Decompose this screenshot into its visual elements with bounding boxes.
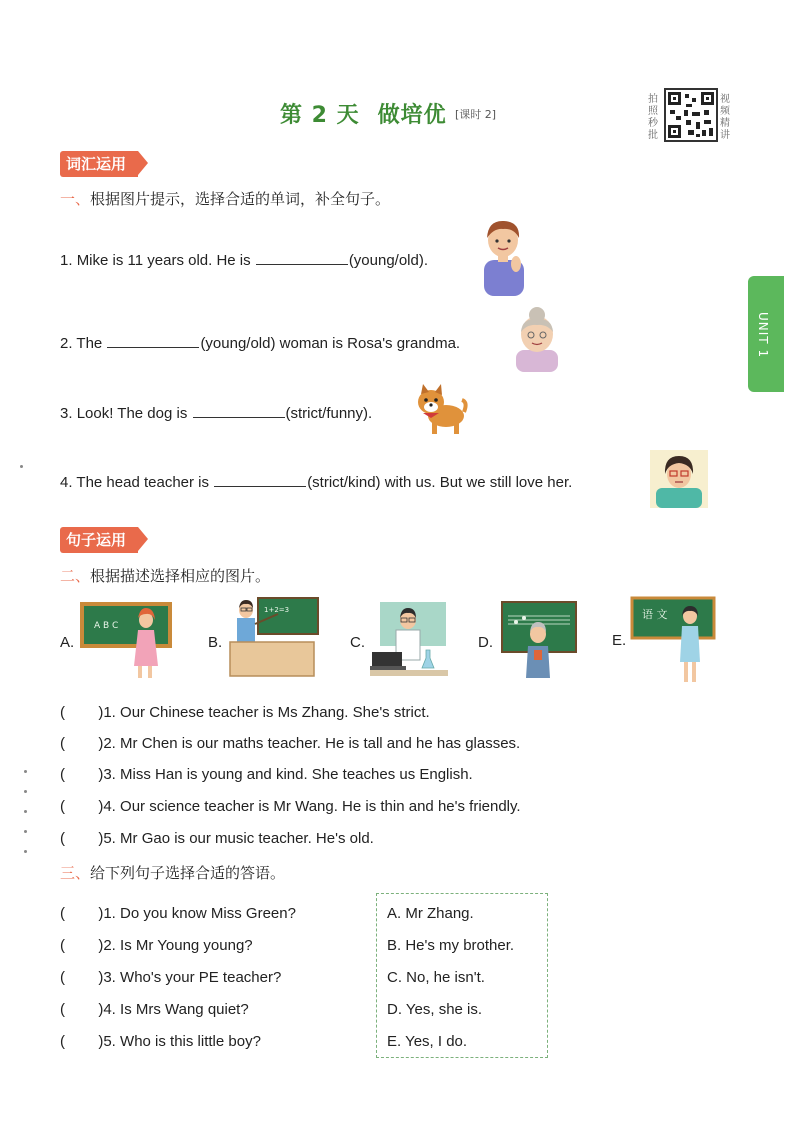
answer-option-c: C. No, he isn't. bbox=[387, 969, 485, 986]
lesson-label: [课时 2] bbox=[455, 108, 497, 121]
board-a-text: A B C bbox=[94, 621, 119, 631]
section1-heading bbox=[60, 188, 390, 209]
answer-option-b: B. He's my brother. bbox=[387, 937, 515, 954]
picture-c-science-teacher bbox=[370, 600, 448, 678]
answer-paren[interactable]: ( bbox=[60, 937, 99, 954]
dog-illustration bbox=[414, 382, 468, 436]
picture-b-maths-teacher bbox=[228, 594, 320, 678]
answer-blank[interactable] bbox=[256, 250, 348, 265]
boy-illustration bbox=[476, 218, 532, 296]
answer-paren[interactable]: ( bbox=[60, 830, 99, 847]
option-e-label: E. bbox=[612, 632, 627, 649]
choice-row-4 bbox=[60, 798, 521, 815]
question-number: )1. bbox=[98, 704, 116, 721]
answer-blank[interactable] bbox=[193, 403, 285, 418]
question-number: )2. bbox=[98, 937, 116, 954]
question-text: Mr Gao is our music teacher. He's old. bbox=[120, 830, 374, 847]
question-number: )4. bbox=[98, 798, 116, 815]
question-number: )5. bbox=[98, 830, 116, 847]
question-text: Mike is 11 years old. He is bbox=[76, 252, 255, 269]
answer-blank[interactable] bbox=[214, 472, 306, 487]
section2-heading bbox=[60, 565, 270, 586]
choice-row-2 bbox=[60, 735, 520, 752]
answer-option-e: E. Yes, I do. bbox=[387, 1033, 468, 1050]
question-text: The bbox=[76, 335, 107, 352]
vocab-question-1 bbox=[60, 250, 428, 269]
answer-paren[interactable]: ( bbox=[60, 735, 99, 752]
question-number: 4. bbox=[60, 474, 73, 491]
qr-left-caption: 拍照秒批 bbox=[648, 94, 658, 141]
unit-tab-label: UNIT 1 bbox=[756, 312, 770, 359]
answer-paren[interactable]: ( bbox=[60, 798, 99, 815]
binding-dot bbox=[20, 465, 23, 468]
picture-e-chinese-teacher bbox=[630, 596, 716, 686]
page-title bbox=[280, 98, 447, 129]
question-number: )2. bbox=[98, 735, 116, 752]
section1-heading-text: 根据图片提示，选择合适的单词，补全句子。 bbox=[90, 190, 391, 208]
option-b-label: B. bbox=[208, 634, 223, 651]
question-number: )3. bbox=[98, 969, 116, 986]
option-a-label: A. bbox=[60, 634, 75, 651]
vocab-question-3 bbox=[60, 403, 372, 422]
section-tag-vocabulary: 词汇运用 bbox=[60, 151, 138, 177]
section3-heading bbox=[60, 862, 285, 883]
vocab-question-2 bbox=[60, 333, 460, 352]
question-options: (young/old). bbox=[348, 252, 429, 269]
question-number: 2. bbox=[60, 335, 73, 352]
question-number: 1. bbox=[60, 252, 73, 269]
binding-dot bbox=[24, 790, 27, 793]
answer-option-d: D. Yes, she is. bbox=[387, 1001, 483, 1018]
question-number: 3. bbox=[60, 405, 73, 422]
grandma-illustration bbox=[512, 306, 562, 372]
question-number: )4. bbox=[98, 1001, 116, 1018]
match-row-2 bbox=[60, 937, 253, 954]
question-options: (young/old) woman is Rosa's grandma. bbox=[200, 335, 461, 352]
question-number: )1. bbox=[98, 905, 116, 922]
binding-dot bbox=[24, 830, 27, 833]
binding-dot bbox=[24, 850, 27, 853]
answer-paren[interactable]: ( bbox=[60, 969, 99, 986]
question-text: Miss Han is young and kind. She teaches us English. bbox=[120, 766, 473, 783]
title-day: 第 2 天 bbox=[280, 103, 360, 128]
option-c-label: C. bbox=[350, 634, 365, 651]
match-row-4 bbox=[60, 1001, 249, 1018]
answer-paren[interactable]: ( bbox=[60, 1001, 99, 1018]
question-text: Who is this little boy? bbox=[120, 1033, 261, 1050]
answer-blank[interactable] bbox=[107, 333, 199, 348]
answer-option-a: A. Mr Zhang. bbox=[387, 905, 474, 922]
section3-number: 三、 bbox=[60, 864, 91, 882]
binding-dot bbox=[24, 770, 27, 773]
section1-number: 一、 bbox=[60, 190, 91, 208]
question-number: )5. bbox=[98, 1033, 116, 1050]
question-text: Is Mr Young young? bbox=[120, 937, 253, 954]
answer-paren[interactable]: ( bbox=[60, 905, 99, 922]
question-text: Who's your PE teacher? bbox=[120, 969, 282, 986]
title-name: 做培优 bbox=[377, 103, 447, 128]
section2-number: 二、 bbox=[60, 567, 91, 585]
qr-code[interactable] bbox=[664, 88, 718, 142]
qr-right-caption: 视频精讲 bbox=[720, 94, 730, 141]
option-d-label: D. bbox=[478, 634, 493, 651]
match-row-1 bbox=[60, 905, 296, 922]
answer-paren[interactable]: ( bbox=[60, 704, 99, 721]
question-text: Mr Chen is our maths teacher. He is tall and he has glasses. bbox=[120, 735, 521, 752]
choice-row-1 bbox=[60, 704, 430, 721]
answer-paren[interactable]: ( bbox=[60, 766, 99, 783]
vocab-question-4 bbox=[60, 472, 572, 491]
picture-d-music-teacher bbox=[498, 600, 578, 680]
choice-row-5 bbox=[60, 830, 374, 847]
match-row-5 bbox=[60, 1033, 261, 1050]
board-b-text: 1+2=3 bbox=[264, 606, 290, 614]
question-text: Our science teacher is Mr Wang. He is thin and he's friendly. bbox=[120, 798, 521, 815]
section2-heading-text: 根据描述选择相应的图片。 bbox=[90, 567, 271, 585]
question-text: The head teacher is bbox=[76, 474, 214, 491]
binding-dot bbox=[24, 810, 27, 813]
board-e-text: 语 文 bbox=[642, 608, 668, 621]
question-options: (strict/funny). bbox=[285, 405, 373, 422]
question-text: Our Chinese teacher is Ms Zhang. She's strict. bbox=[120, 704, 430, 721]
answer-paren[interactable]: ( bbox=[60, 1033, 99, 1050]
section-tag-sentences: 句子运用 bbox=[60, 527, 138, 553]
unit-tab bbox=[748, 276, 784, 392]
choice-row-3 bbox=[60, 766, 473, 783]
section3-heading-text: 给下列句子选择合适的答语。 bbox=[90, 864, 286, 882]
question-text: Look! The dog is bbox=[76, 405, 192, 422]
question-number: )3. bbox=[98, 766, 116, 783]
picture-a-english-teacher bbox=[80, 600, 176, 680]
question-options: (strict/kind) with us. But we still love her. bbox=[307, 474, 573, 491]
question-text: Is Mrs Wang quiet? bbox=[120, 1001, 249, 1018]
question-text: Do you know Miss Green? bbox=[120, 905, 296, 922]
head-teacher-illustration bbox=[650, 450, 708, 508]
match-row-3 bbox=[60, 969, 281, 986]
